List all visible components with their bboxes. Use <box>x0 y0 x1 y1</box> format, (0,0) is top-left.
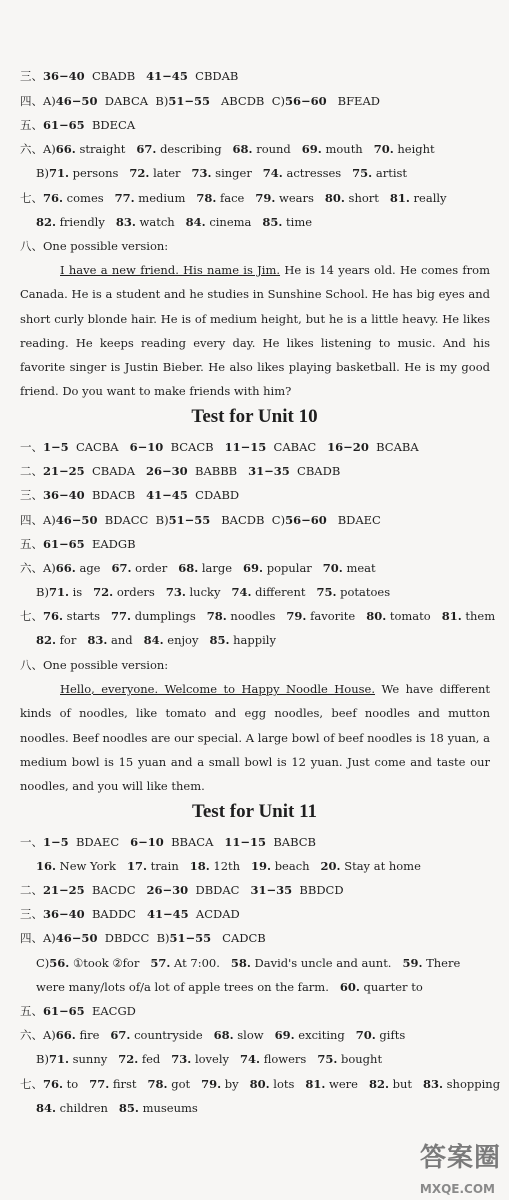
watermark-url: MXQE.COM <box>419 1182 495 1196</box>
u10-essay: Hello, everyone. Welcome to Happy Noodle House. We have different kinds of noodles, like tomato and egg noodles, beef noodles and mutton noodles. Beef noodles are our special. A large bowl of beef noodles is 18 yuan, a medium bowl is 15 yuan and a small bowl is 12 yuan. Just come and taste our noodles, and you will like them. <box>20 682 490 794</box>
u10-line-5: 五、61−65 EADGB <box>20 537 136 551</box>
u9-line-4: 四、A)46−50 DABCA B)51−55 ABCDB C)56−60 BFEAD <box>20 94 380 108</box>
u9-essay: I have a new friend. His name is Jim. He is 14 years old. He comes from Canada. He is a student and he studies in Sunshine School. He has big eyes and short curly blonde hair. He is of medium height, but he is a little heavy. He likes reading. He keeps reading every day. He likes listening to music. And his favorite singer is Justin Bieber. He also likes playing basketball. He is my good friend. Do you want to make friends with him? <box>20 263 490 399</box>
u9-line-7a: 七、76. comes 77. medium 78. face 79. wears 80. short 81. really <box>20 191 447 205</box>
u11-line-5: 五、61−65 EACGD <box>20 1004 136 1018</box>
u10-line-3: 三、36−40 BDACB 41−45 CDABD <box>20 488 240 502</box>
u10-line-6a: 六、A)66. age 67. order 68. large 69. popular 70. meat <box>20 561 376 575</box>
u11-line-1: 一、1−5 BDAEC 6−10 BBACA 11−15 BABCB <box>20 835 316 849</box>
u9-line-3: 三、36−40 CBADB 41−45 CBDAB <box>20 69 239 83</box>
u11-line-4c-cont: were many/lots of/a lot of apple trees on the farm. 60. quarter to <box>36 980 423 994</box>
watermark-logo: 答案圈 <box>419 1143 501 1173</box>
u10-line-4: 四、A)46−50 BDACC B)51−55 BACDB C)56−60 BDAEC <box>20 513 381 527</box>
u11-line-6a: 六、A)66. fire 67. countryside 68. slow 69. exciting 70. gifts <box>20 1028 406 1042</box>
u9-line-6b: B)71. persons 72. later 73. singer 74. actresses 75. artist <box>36 166 408 180</box>
u10-line-6b: B)71. is 72. orders 73. lucky 74. different 75. potatoes <box>36 585 391 599</box>
u9-line-8: 八、One possible version: <box>20 239 169 253</box>
u11-line-2: 二、21−25 BACDC 26−30 DBDAC 31−35 BBDCD <box>20 883 344 897</box>
u11-line-6b: B)71. sunny 72. fed 73. lovely 74. flowers 75. bought <box>36 1052 383 1066</box>
u10-line-1: 一、1−5 CACBA 6−10 BCACB 11−15 CABAC 16−20 BCABA <box>20 440 419 454</box>
u10-line-7b: 82. for 83. and 84. enjoy 85. happily <box>36 633 276 647</box>
unit10-title: Test for Unit 10 <box>191 406 318 427</box>
u10-line-2: 二、21−25 CBADA 26−30 BABBB 31−35 CBADB <box>20 464 341 478</box>
u10-line-8: 八、One possible version: <box>20 658 169 672</box>
u11-line-4c: C)56. ①took ②for 57. At 7:00. 58. David's uncle and aunt. 59. There <box>36 956 461 970</box>
u9-line-6a: 六、A)66. straight 67. describing 68. round 69. mouth 70. height <box>20 142 435 156</box>
u11-line-4: 四、A)46−50 DBDCC B)51−55 CADCB <box>20 931 266 945</box>
u11-line-3: 三、36−40 BADDC 41−45 ACDAD <box>20 907 240 921</box>
unit11-title: Test for Unit 11 <box>191 801 318 822</box>
u11-line-7b: 84. children 85. museums <box>36 1101 198 1115</box>
u10-line-7a: 七、76. starts 77. dumplings 78. noodles 79. favorite 80. tomato 81. them <box>20 609 496 623</box>
u11-line-7a: 七、76. to 77. first 78. got 79. by 80. lots 81. were 82. but 83. shopping <box>20 1077 501 1091</box>
u11-line-1b: 16. New York 17. train 18. 12th 19. beach 20. Stay at home <box>36 859 421 873</box>
u9-line-5: 五、61−65 BDECA <box>20 118 136 132</box>
u9-line-7b: 82. friendly 83. watch 84. cinema 85. time <box>36 215 313 229</box>
